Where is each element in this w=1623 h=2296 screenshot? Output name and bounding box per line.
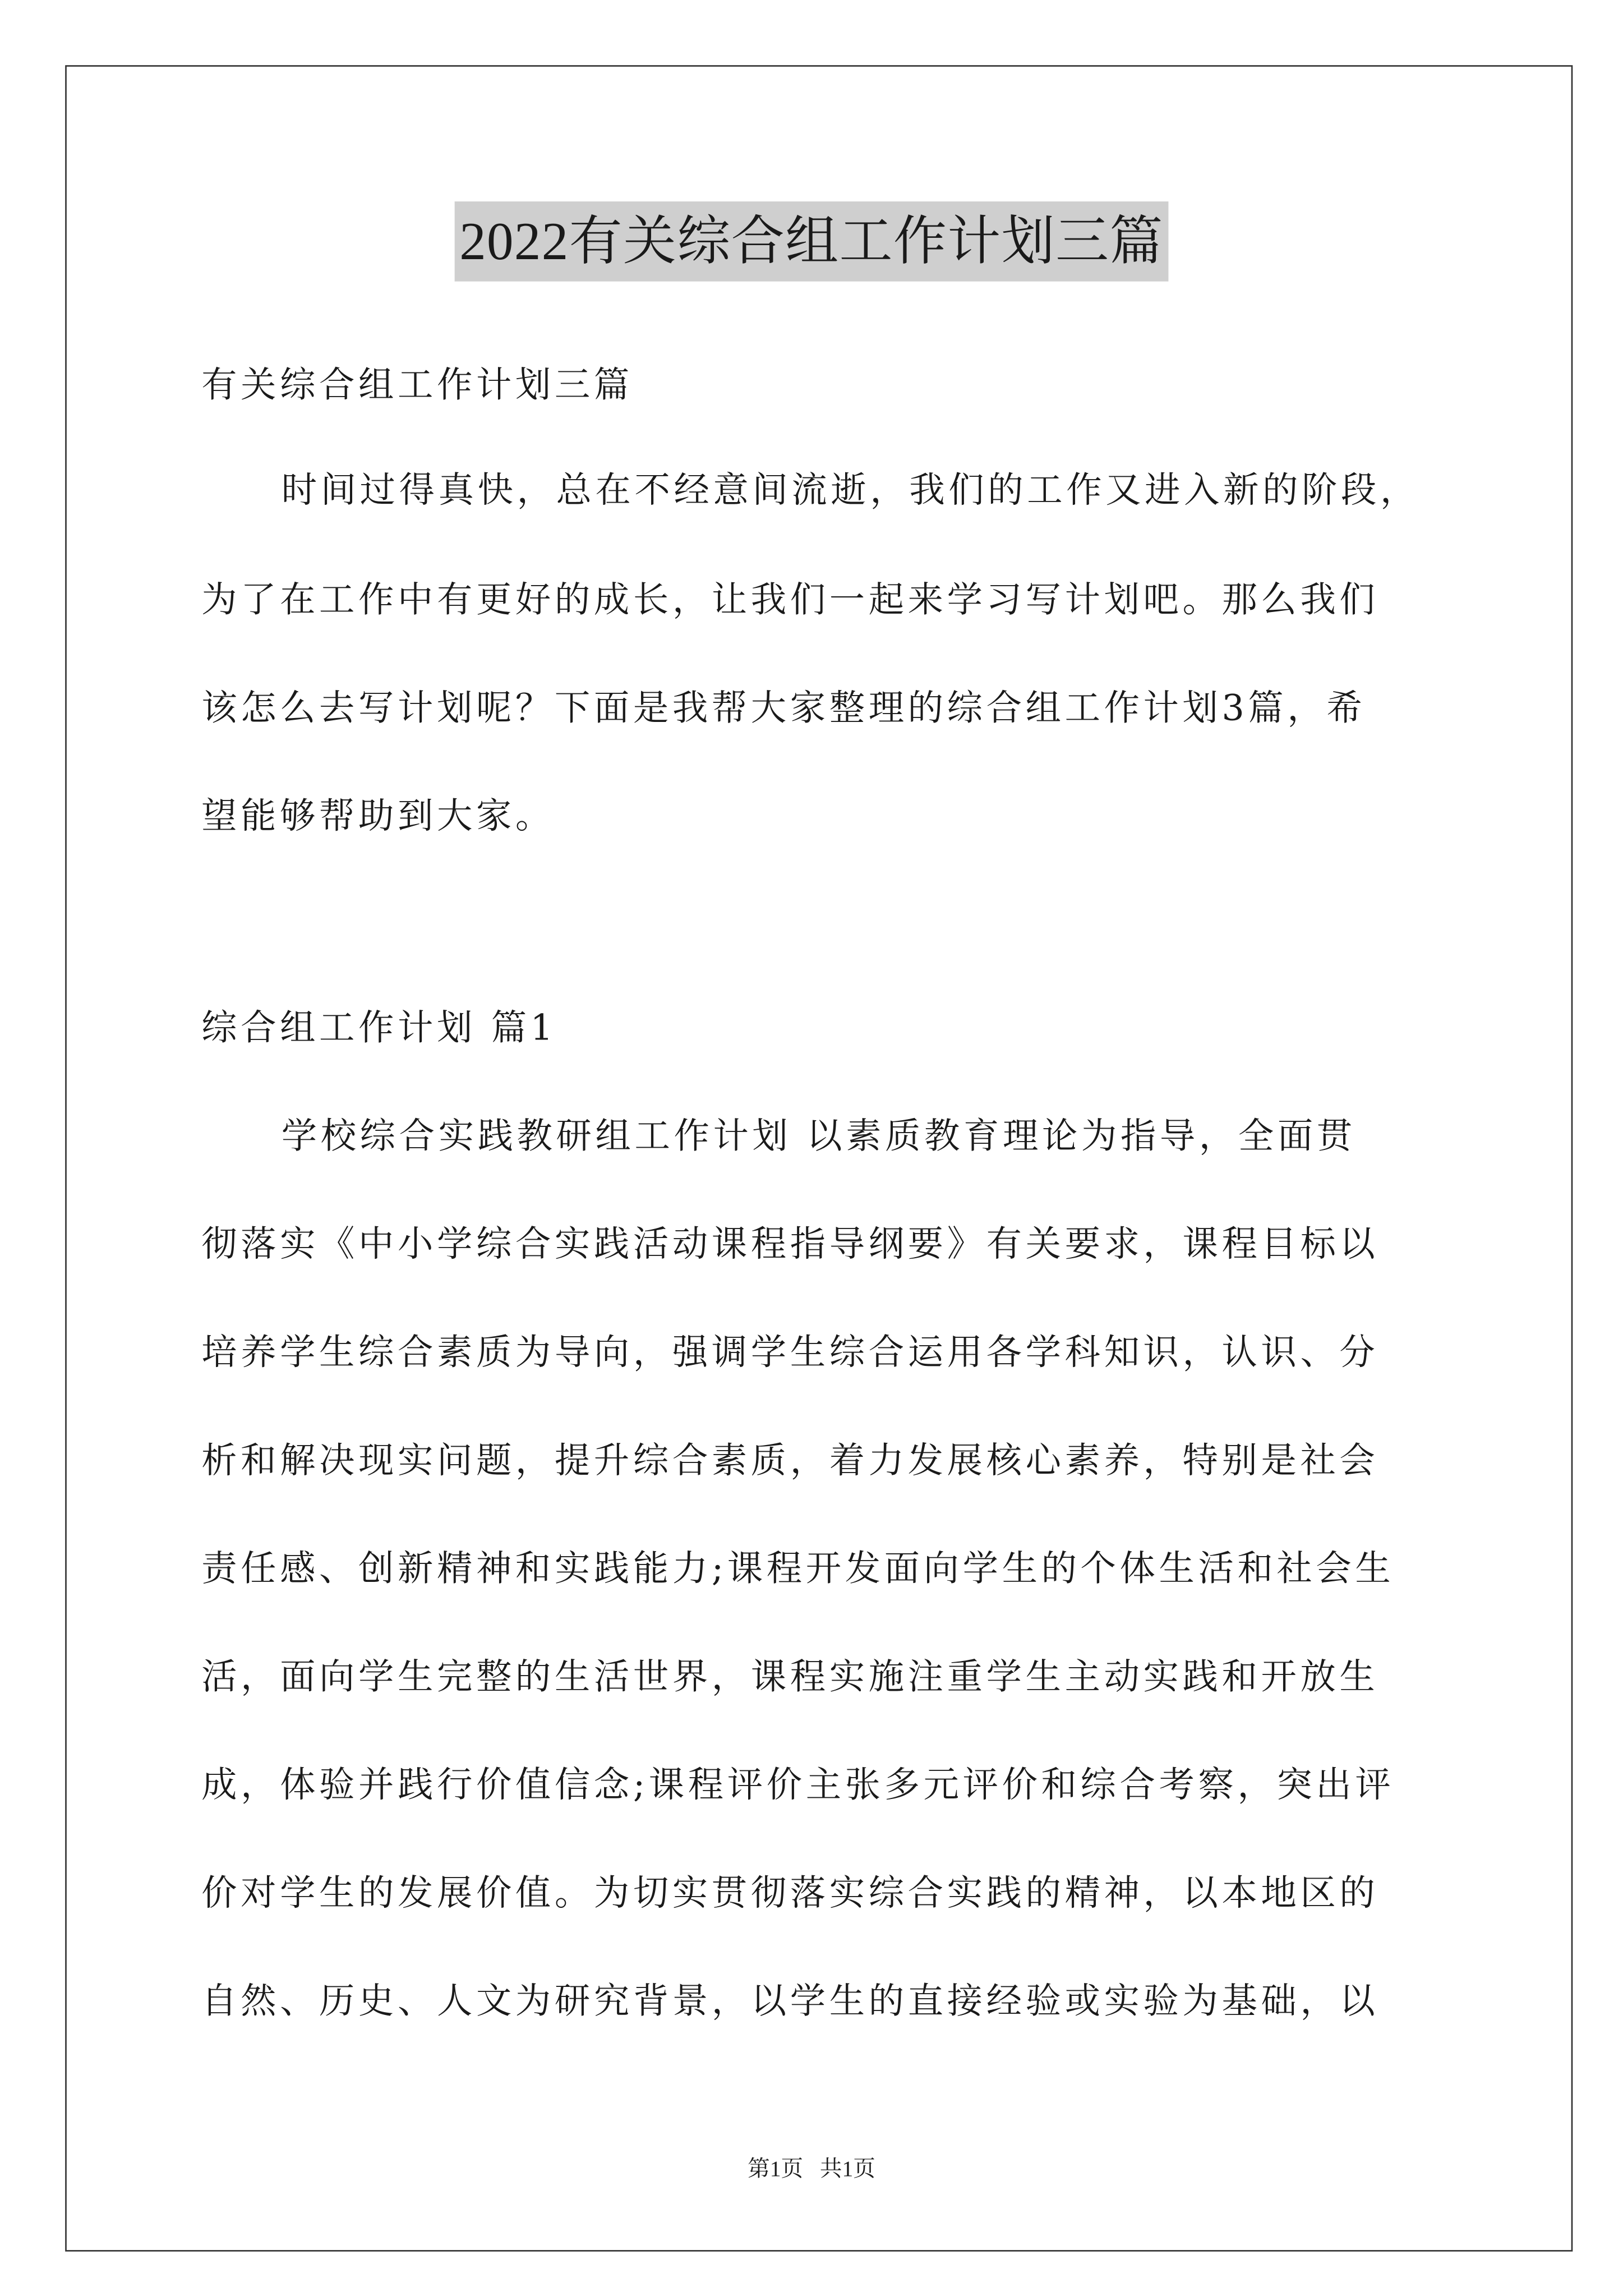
body-line: 自然、历史、人文为研究背景，以学生的直接经验或实验为基础，以 xyxy=(201,1980,1379,2022)
body-line: 活，面向学生完整的生活世界，课程实施注重学生主动实践和开放生 xyxy=(201,1656,1379,1698)
body-line: 培养学生综合素质为导向，强调学生综合运用各学科知识，认识、分 xyxy=(201,1331,1379,1373)
body-line: 析和解决现实问题，提升综合素质，着力发展核心素养，特别是社会 xyxy=(201,1439,1379,1481)
document-subtitle: 有关综合组工作计划三篇 xyxy=(201,364,633,406)
intro-line: 为了在工作中有更好的成长，让我们一起来学习写计划吧。那么我们 xyxy=(201,579,1379,621)
section-heading: 综合组工作计划 篇1 xyxy=(201,1007,557,1049)
intro-line: 望能够帮助到大家。 xyxy=(201,795,555,837)
body-line: 责任感、创新精神和实践能力;课程开发面向学生的个体生活和社会生 xyxy=(201,1548,1395,1590)
page-number-footer: 第1页 共1页 xyxy=(748,2158,875,2182)
document-title: 2022有关综合组工作计划三篇 xyxy=(455,201,1168,282)
title-wrap xyxy=(0,201,1623,282)
body-line: 彻落实《中小学综合实践活动课程指导纲要》有关要求，课程目标以 xyxy=(201,1223,1379,1266)
body-line: 价对学生的发展价值。为切实贯彻落实综合实践的精神，以本地区的 xyxy=(201,1872,1379,1914)
body-line: 成，体验并践行价值信念;课程评价主张多元评价和综合考察，突出评 xyxy=(201,1764,1395,1806)
body-line: 学校综合实践教研组工作计划 以素质教育理论为指导，全面贯 xyxy=(281,1115,1356,1157)
intro-line: 该怎么去写计划呢？下面是我帮大家整理的综合组工作计划3篇，希 xyxy=(201,687,1366,729)
intro-line: 时间过得真快，总在不经意间流逝，我们的工作又进入新的阶段， xyxy=(281,470,1420,512)
